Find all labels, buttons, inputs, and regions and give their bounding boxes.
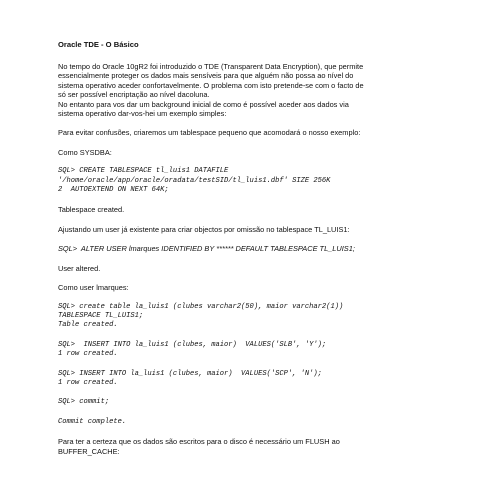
sysdba-label: Como SYSDBA: [58, 147, 112, 157]
user-altered-output: User altered. [58, 263, 101, 273]
tablespace-created-output: Tablespace created. [58, 205, 125, 215]
create-table-code: SQL> create table la_luis1 (clubes varchar2(50), maior varchar2(1)) TABLESPACE TL_LUIS1; Table created. [58, 302, 344, 330]
commit-code: SQL> commit; [58, 398, 110, 407]
tablespace-note: Para evitar confusões, criaremos um tablespace pequeno que acomodará o nosso exemplo: [58, 128, 361, 138]
create-tablespace-code: SQL> CREATE TABLESPACE tl_luis1 DATAFILE '/home/oracle/app/oracle/oradata/testSID/tl_luis1.dbf' SIZE 256K 2 AUTOEXTEND ON NEXT 64K; [58, 167, 331, 195]
insert-code-2: SQL> INSERT INTO la_luis1 (clubes, maior) VALUES('SCP', 'N'); 1 row created. [58, 369, 322, 387]
alter-user-statement: SQL> ALTER USER lmarques IDENTIFIED BY ****** DEFAULT TABLESPACE TL_LUIS1; [58, 244, 355, 254]
document-page [58, 40, 448, 466]
commit-output: Commit complete. [58, 417, 127, 426]
flush-note: Para ter a certeza que os dados são escritos para o disco é necessário um FLUSH ao BUFFER_CACHE: [58, 437, 340, 456]
intro-paragraph: No tempo do Oracle 10gR2 foi introduzido o TDE (Transparent Data Encryption), que permite essencialmente proteger os dados mais sensíveis para que alguém não possa ao nível do sistema operativo aceder confortavelmente. O problema com isto pretende-se com o facto de só ser possível encriptação ao nível dacoluna. [58, 62, 364, 100]
adjust-user-note: Ajustando um user já existente para criar objectos por omissão no tablespace TL_LUIS1: [58, 224, 350, 234]
user-label: Como user lmarques: [58, 283, 129, 293]
intro-paragraph-continued: No entanto para vos dar um background inicial de como é possível aceder aos dados via sistema operativo dar-vos-hei um exemplo simples: [58, 99, 349, 119]
insert-code-1: SQL> INSERT INTO la_luis1 (clubes, maior) VALUES('SLB', 'Y'); 1 row created. [58, 340, 327, 359]
document-title: Oracle TDE - O Básico [58, 40, 139, 49]
